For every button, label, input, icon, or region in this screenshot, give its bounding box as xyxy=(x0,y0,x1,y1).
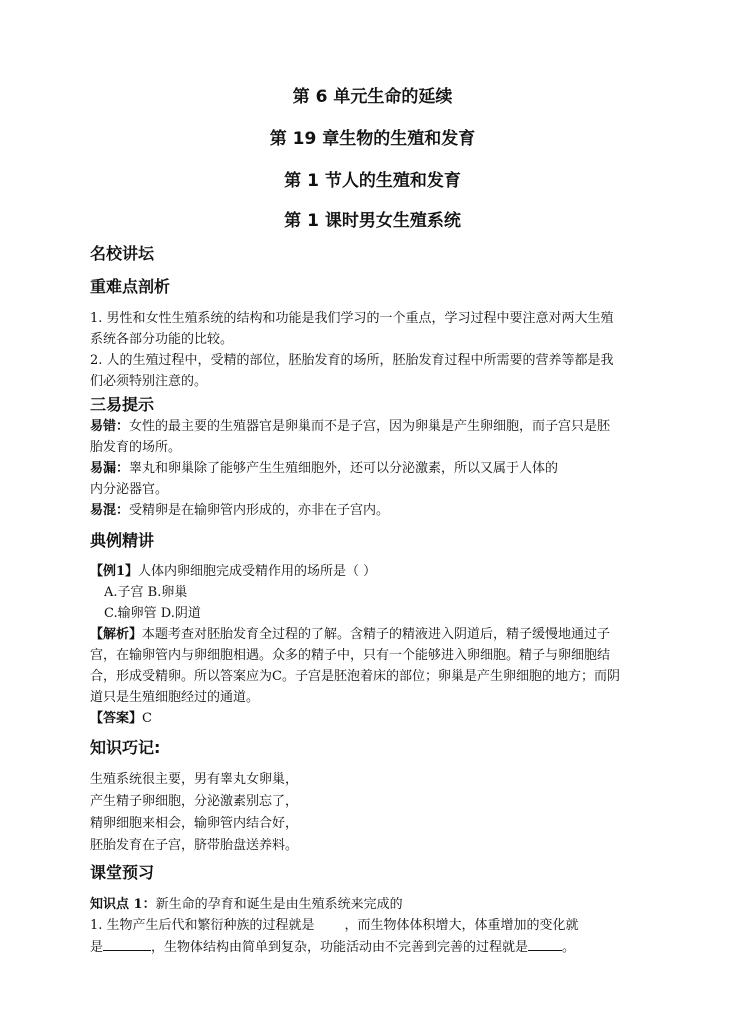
example-question-text: 人体内卵细胞完成受精作用的场所是（ ） xyxy=(138,564,377,579)
tip-miss-line-2: 内分泌器官。 xyxy=(90,482,169,497)
key-point-1-line-2: 系统各部分功能的比较。 xyxy=(90,332,234,347)
unit-title: 第 6 单元生命的延续 xyxy=(292,87,453,107)
answer-blank-3[interactable] xyxy=(528,938,562,951)
example-answer-label: 【答案】 xyxy=(90,711,143,726)
preview-knowledge-point xyxy=(90,895,656,915)
preview-q1-text-a: 1. 生物产生后代和繁衍种族的过程就是 xyxy=(90,918,315,933)
key-point-2-line-1: 2. 人的生殖过程中，受精的部位，胚胎发育的场所，胚胎发育过程中所需要的营养等都是我 xyxy=(90,353,614,368)
memory-line-3: 精卵细胞来相会，输卵管内结合好， xyxy=(90,816,299,831)
tip-confuse-label: 易混： xyxy=(90,503,130,518)
example-analysis-line-2: 宫，在输卵管内与卵细胞相遇。众多的精子中，只有一个能够进入卵细胞。精子与卵细胞结 xyxy=(90,648,611,663)
preview-kp-label: 知识点 1： xyxy=(90,897,156,912)
preview-question-1-line-2 xyxy=(90,938,656,958)
preview-q1-text-c: 是 xyxy=(90,940,104,955)
preview-q1-text-e: 。 xyxy=(562,940,576,955)
example-analysis-label: 【解析】 xyxy=(90,627,143,642)
preview-q1-text-d: ，生物体结构由简单到复杂，功能活动由不完善到完善的过程就是 xyxy=(151,940,529,955)
heading-preview: 课堂预习 xyxy=(90,863,155,882)
example-answer-value: C xyxy=(142,711,152,726)
tip-error-text: 女性的最主要的生殖器官是卵巢而不是子宫，因为卵巢是产生卵细胞，而子宫只是胚 xyxy=(129,419,611,434)
preview-q1-text-b: ，而生物体体积增大，体重增加的变化就 xyxy=(344,918,579,933)
memory-line-4: 胚胎发育在子宫，脐带胎盘送养料。 xyxy=(90,838,299,853)
example-analysis-line-4: 道只是生殖细胞经过的通道。 xyxy=(90,690,260,705)
heading-key-points: 重难点剖析 xyxy=(90,277,171,296)
preview-kp-text: 新生命的孕育和诞生是由生殖系统来完成的 xyxy=(155,897,403,912)
lesson-title: 第 1 课时男女生殖系统 xyxy=(284,211,461,231)
memory-line-2: 产生精子卵细胞，分泌激素别忘了， xyxy=(90,794,299,809)
example-question xyxy=(90,562,656,582)
heading-famous-school: 名校讲坛 xyxy=(90,244,155,263)
tip-error-label: 易错： xyxy=(90,419,130,434)
example-answer xyxy=(90,709,656,729)
chapter-title: 第 19 章生物的生殖和发育 xyxy=(269,129,476,149)
heading-memory: 知识巧记: xyxy=(90,738,161,757)
tip-confuse-line xyxy=(90,501,656,521)
tip-confuse-text: 受精卵是在输卵管内形成的，亦非在子宫内。 xyxy=(129,503,390,518)
preview-question-1-line-1 xyxy=(90,916,656,936)
example-question-label: 【例1】 xyxy=(90,564,139,579)
key-point-1-line-1: 1. 男性和女性生殖系统的结构和功能是我们学习的一个重点，学习过程中要注意对两大生殖 xyxy=(90,311,614,326)
tip-miss-line-1 xyxy=(90,459,656,479)
key-point-2-line-2: 们必须特别注意的。 xyxy=(90,374,208,389)
example-options-ab: A.子宫 B.卵巢 xyxy=(104,585,188,600)
tip-error-line-1 xyxy=(90,417,656,437)
heading-three-tips: 三易提示 xyxy=(90,395,155,414)
answer-blank-1[interactable] xyxy=(315,917,345,929)
section-title: 第 1 节人的生殖和发育 xyxy=(284,171,461,191)
memory-line-1: 生殖系统很主要，男有睾丸女卵巢， xyxy=(90,772,299,787)
example-options-cd: C.输卵管 D.阴道 xyxy=(104,606,201,621)
tip-miss-label: 易漏： xyxy=(90,461,130,476)
example-analysis-line-1 xyxy=(90,625,656,645)
heading-examples: 典例精讲 xyxy=(90,531,155,550)
answer-blank-2[interactable] xyxy=(103,938,151,951)
example-analysis-line-3: 合，形成受精卵。所以答案应为C。子宫是胚泡着床的部位；卵巢是产生卵细胞的地方；而阴 xyxy=(90,669,620,684)
tip-miss-text: 睾丸和卵巢除了能够产生生殖细胞外，还可以分泌激素，所以又属于人体的 xyxy=(129,461,559,476)
tip-error-line-2: 胎发育的场所。 xyxy=(90,440,182,455)
example-analysis-text: 本题考查对胚胎发育全过程的了解。含精子的精液进入阴道后，精子缓慢地通过子 xyxy=(142,627,611,642)
